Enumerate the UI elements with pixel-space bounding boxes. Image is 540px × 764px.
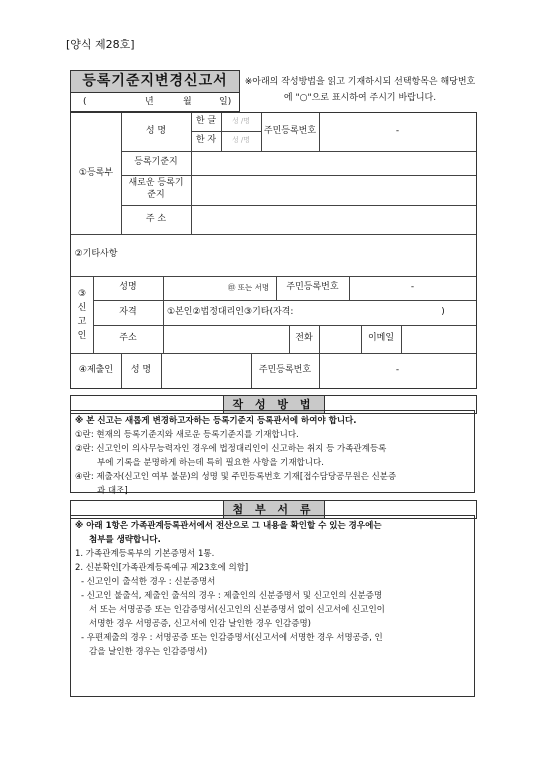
form-number: [양식 제28호] (66, 38, 135, 51)
phone-label: 전화 (295, 333, 313, 344)
email-label: 이메일 (367, 333, 395, 344)
address-label: 주 소 (145, 213, 167, 224)
attachments-bullet-2-line1: - 신고인 불출석, 제출인 출석의 경우 : 제출인의 신분증명서 및 신고인의 신분증명 (81, 591, 383, 601)
address-field[interactable] (191, 205, 476, 234)
date-open: ( (83, 97, 87, 107)
submitter-resident-no-field[interactable]: - (395, 364, 400, 375)
attachments-item-1: 1. 가족관계등록부의 기본증명서 1통. (75, 549, 215, 559)
date-day[interactable]: 일) (219, 97, 232, 107)
name-label: 성 명 (145, 126, 167, 137)
main-form-table (70, 112, 477, 389)
method-note: ※ 본 신고는 새롭게 변경하고자하는 등록기준지 등록관서에 하여야 합니다. (75, 416, 357, 426)
new-base-label: 새로운 등록기준지 (128, 178, 184, 200)
attachments-box (70, 515, 475, 697)
new-base-field[interactable] (191, 175, 476, 205)
reporter-name-label: 성명 (119, 282, 137, 293)
submitter-name-label: 성 명 (130, 364, 152, 375)
base-field[interactable] (191, 151, 476, 175)
date-year[interactable]: 년 (145, 97, 154, 107)
other-label: ②기타사항 (74, 249, 118, 260)
method-item-2-line1: ②란: 신고인이 의사무능력자인 경우에 법정대리인이 신고하는 취지 등 가족관계등록 (75, 444, 387, 454)
attachments-note-line1: ※ 아래 1항은 가족관계등록관서에서 전산으로 그 내용을 확인할 수 있는 경우에는 (75, 521, 382, 531)
attachments-bullet-2-line3: 서명한 경우 서명공증, 신고서에 인감 날인한 경우 인감증명) (89, 619, 311, 629)
date-month[interactable]: 월 (183, 97, 192, 107)
attachments-bullet-3-line2: 감을 날인한 경우는 인감증명서) (89, 647, 208, 657)
reporter-resident-no-label: 주민등록번호 (286, 282, 339, 293)
method-item-4-line1: ④란: 제출자(신고인 여부 불문)의 성명 및 주민등록번호 기재[접수담당공무원은 신분증 (75, 472, 397, 482)
method-item-4-line2: 과 대조] (97, 486, 128, 496)
other-field[interactable] (121, 234, 476, 276)
method-item-2-line2: 부에 기록을 분명하게 하는데 특히 필요한 사항을 기재합니다. (97, 458, 324, 468)
qualification-options[interactable]: ①본인②법정대리인③기타(자격: (167, 306, 294, 317)
attachments-bullet-3-line1: - 우편제출의 경우 : 서명공증 또는 인감증명서(신고서에 서명한 경우 서명공증, 인 (81, 633, 383, 643)
submitter-resident-no-label: 주민등록번호 (258, 364, 312, 375)
reporter-seal[interactable]: ㊞ 또는 서명 (227, 283, 270, 293)
resident-no-label: 주민등록번호 (263, 126, 317, 137)
attachments-item-2: 2. 신분확인[가족관계등록예규 제23호에 의함] (75, 563, 249, 573)
registry-label: ①등록부 (78, 167, 114, 178)
method-item-1: ①란: 현재의 등록기준지와 새로운 등록기준지를 기재합니다. (75, 430, 299, 440)
attachments-heading: 첨 부 서 류 (223, 500, 325, 519)
method-heading: 작 성 방 법 (223, 395, 325, 414)
instruction-text: ※아래의 작성방법을 읽고 기재하시되 선택항목은 해당번호에 "○"으로 표시하여 주시기 바랍니다. (244, 77, 476, 103)
attachments-bullet-1: - 신고인이 출석한 경우 : 신분증명서 (81, 577, 216, 587)
hanja-label: 한 자 (195, 135, 217, 146)
qualification-close: ) (441, 306, 445, 317)
resident-no-field[interactable]: - (395, 126, 400, 137)
submitter-label: ④제출인 (78, 364, 114, 375)
date-line (71, 93, 239, 111)
reporter-resident-no-field[interactable]: - (410, 282, 415, 293)
base-label: 등록기준지 (134, 157, 178, 168)
korean-label: 한 글 (195, 116, 217, 127)
reporter-address-label: 주소 (119, 333, 137, 344)
method-box (70, 410, 475, 496)
form-title: 등록기준지변경신고서 (71, 71, 239, 93)
attachments-bullet-2-line2: 서 또는 서명공증 또는 인감증명서(신고인의 신분증명서 없이 신고서에 신고인이 (89, 605, 385, 615)
qualification-label: 자격 (119, 306, 137, 317)
korean-name-field[interactable]: 성 /명 (231, 117, 251, 126)
reporter-label: ③ 신 고 인 (77, 288, 87, 341)
attachments-note-line2: 첨부를 생략합니다. (89, 535, 161, 545)
hanja-name-field[interactable]: 성 /명 (231, 136, 251, 145)
title-box (70, 70, 240, 112)
